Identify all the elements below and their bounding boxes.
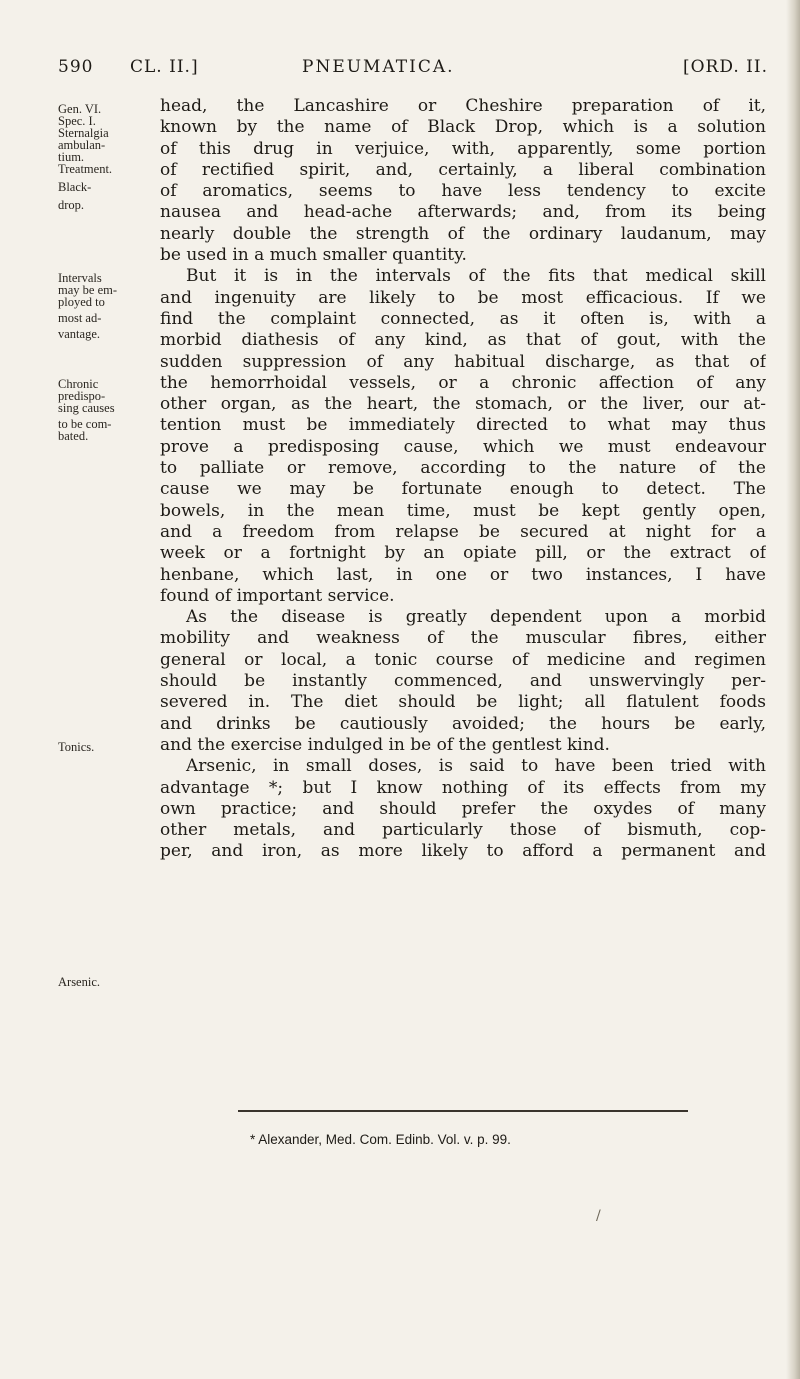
text-line: the hemorrhoidal vessels, or a chronic affection of any <box>160 372 766 393</box>
margin-line: Sternalgia <box>58 126 109 140</box>
text-line: to palliate or remove, according to the nature of the <box>160 458 766 479</box>
margin-line: Black- <box>58 180 92 194</box>
margin-line: may be em- <box>58 283 118 297</box>
margin-line: sing causes <box>58 401 115 415</box>
margin-line: to be com- <box>58 417 112 431</box>
text-line: known by the name of Black Drop, which is a solution <box>160 117 766 138</box>
stray-mark: / <box>596 1208 601 1224</box>
text-line: severed in. The diet should be light; all flatulent foods <box>160 692 766 713</box>
margin-line: Tonics. <box>58 740 95 754</box>
text-line: own practice; and should prefer the oxydes of many <box>160 798 766 819</box>
text-line: But it is in the intervals of the fits that medical skill <box>186 266 766 287</box>
margin-line: Gen. VI. <box>58 102 102 116</box>
order-reference: [ORD. II. <box>682 57 768 77</box>
text-line: henbane, which last, in one or two instances, I have <box>160 564 766 585</box>
text-line: and drinks be cautiously avoided; the hours be early, <box>160 713 766 734</box>
text-line: mobility and weakness of the muscular fibres, either <box>160 628 766 649</box>
margin-note-tonics <box>58 741 154 753</box>
margin-line: ployed to <box>58 295 105 309</box>
margin-note-intervals <box>58 272 154 340</box>
text-line: nearly double the strength of the ordinary laudanum, may <box>160 223 766 244</box>
margin-line: drop. <box>58 198 85 212</box>
margin-line: predispo- <box>58 389 106 403</box>
text-line: prove a predisposing cause, which we must endeavour <box>160 436 766 457</box>
running-header <box>58 57 768 83</box>
text-line: bowels, in the mean time, must be kept gently open, <box>160 500 766 521</box>
page-edge <box>786 0 800 1379</box>
margin-line: vantage. <box>58 327 100 341</box>
margin-note-chronic <box>58 378 154 442</box>
text-line: nausea and head-ache afterwards; and, from its being <box>160 202 766 223</box>
text-line: Arsenic, in small doses, is said to have been tried with <box>186 756 766 777</box>
margin-line: ambulan- <box>58 138 106 152</box>
main-text <box>160 96 766 863</box>
margin-line: Arsenic. <box>58 975 100 989</box>
text-line: and the exercise indulged in be of the gentlest kind. <box>160 734 610 755</box>
text-line: per, and iron, as more likely to afford a permanent and <box>160 841 766 862</box>
text-line: other organ, as the heart, the stomach, or the liver, our at- <box>160 394 766 415</box>
margin-note-treatment <box>58 103 154 211</box>
text-line: sudden suppression of any habitual discharge, as that of <box>160 351 766 372</box>
margin-line: most ad- <box>58 311 102 325</box>
page-number: 590 <box>58 57 94 77</box>
text-line: other metals, and particularly those of bismuth, cop- <box>160 820 766 841</box>
text-line: general or local, a tonic course of medicine and regimen <box>160 649 766 670</box>
text-line: of rectified spirit, and, certainly, a liberal combination <box>160 159 766 180</box>
text-line: morbid diathesis of any kind, as that of gout, with the <box>160 330 766 351</box>
text-line: should be instantly commenced, and unswervingly per- <box>160 671 766 692</box>
margin-line: Treatment. <box>58 162 113 176</box>
margin-line: bated. <box>58 429 89 443</box>
text-line: and ingenuity are likely to be most efficacious. If we <box>160 287 766 308</box>
text-line: head, the Lancashire or Cheshire preparation of it, <box>160 96 766 116</box>
text-line: cause we may be fortunate enough to detect. The <box>160 479 766 500</box>
running-title: PNEUMATICA. <box>302 57 455 77</box>
margin-line: Chronic <box>58 377 99 391</box>
text-line: of aromatics, seems to have less tendency to excite <box>160 181 766 202</box>
text-line: of this drug in verjuice, with, apparently, some portion <box>160 138 766 159</box>
margin-line: Spec. I. <box>58 114 96 128</box>
footnote: * Alexander, Med. Com. Edinb. Vol. v. p. 99. <box>250 1132 511 1147</box>
text-line: advantage *; but I know nothing of its effects from my <box>160 777 766 798</box>
margin-line: Intervals <box>58 271 102 285</box>
class-reference: CL. II.] <box>130 57 199 77</box>
text-line: As the disease is greatly dependent upon a morbid <box>186 607 766 628</box>
text-line: find the complaint connected, as it often is, with a <box>160 308 766 329</box>
footnote-rule <box>238 1110 688 1112</box>
text-line: found of important service. <box>160 585 395 606</box>
margin-line: tium. <box>58 150 85 164</box>
text-line: week or a fortnight by an opiate pill, or the extract of <box>160 543 766 564</box>
text-line: and a freedom from relapse be secured at night for a <box>160 521 766 542</box>
margin-note-arsenic <box>58 976 154 988</box>
text-line: be used in a much smaller quantity. <box>160 245 467 266</box>
text-line: tention must be immediately directed to what may thus <box>160 415 766 436</box>
